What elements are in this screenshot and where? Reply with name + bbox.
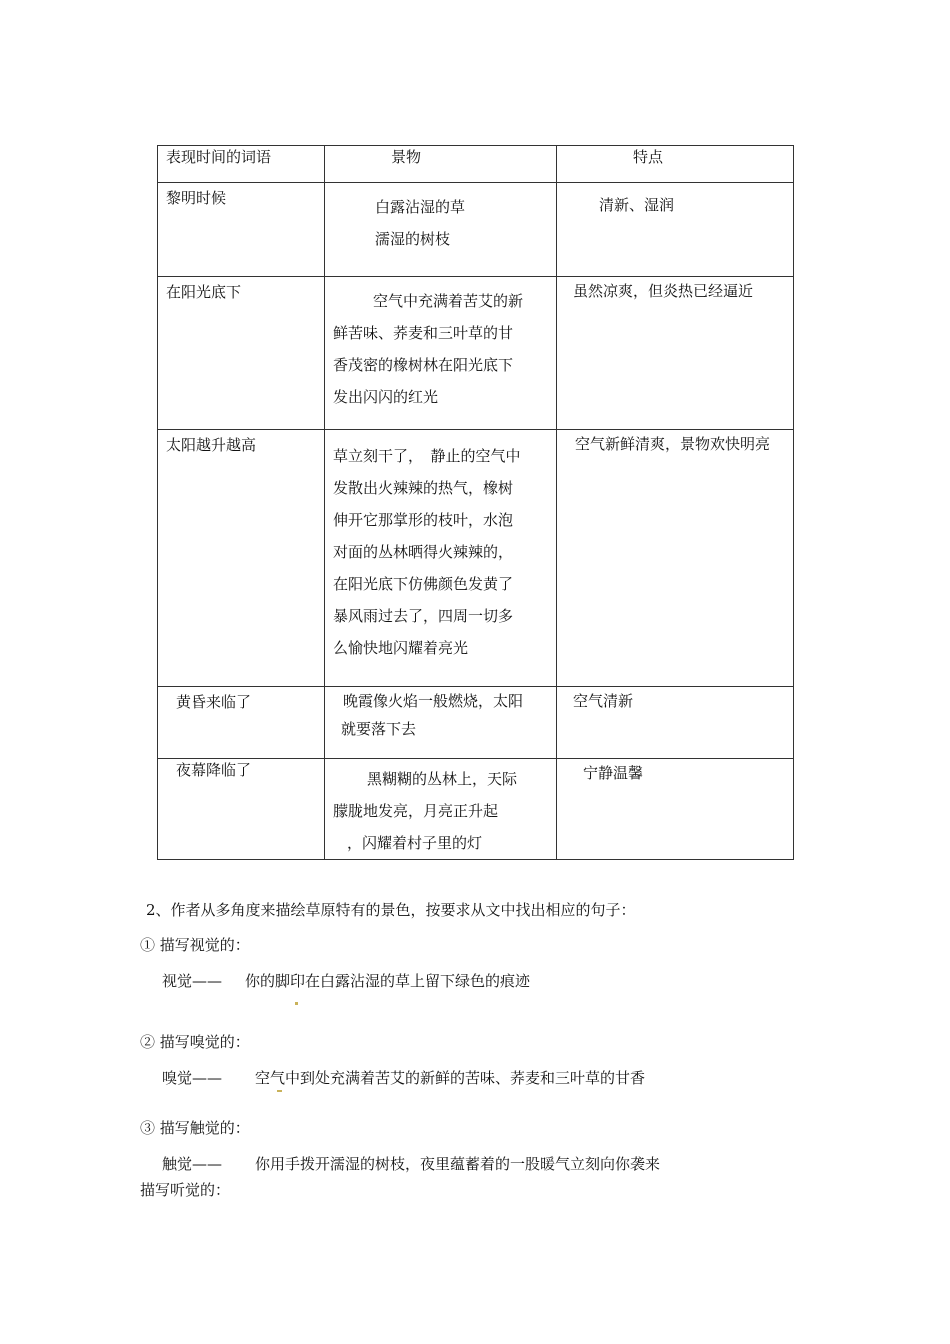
- answer-label: 触觉——: [162, 1155, 223, 1173]
- time-cell: 黄昏来临了: [158, 687, 325, 759]
- answer-text: 空气中到处充满着苦艾的新鲜的苦味、荞麦和三叶草的甘香: [255, 1069, 646, 1087]
- feature-cell: 空气清新: [557, 687, 794, 759]
- question-trailing: 描写听觉的：: [140, 1181, 231, 1199]
- scene-line: 白露沾湿的草: [375, 198, 466, 216]
- feature-cell: 宁静温馨: [557, 759, 794, 860]
- scene-cell: [325, 277, 557, 430]
- scene-line: 晚霞像火焰一般燃烧，太阳: [343, 692, 524, 710]
- table-row: [158, 183, 794, 277]
- question-item-heading: ② 描写嗅觉的：: [140, 1033, 250, 1051]
- answer-label: 视觉——: [162, 972, 223, 990]
- table-row: [158, 277, 794, 430]
- time-cell: 在阳光底下: [158, 277, 325, 430]
- scene-line: 在阳光底下仿佛颜色发黄了: [333, 575, 514, 593]
- time-cell: 黎明时候: [158, 183, 325, 277]
- table-header-row: [158, 146, 794, 183]
- scene-cell: [325, 759, 557, 860]
- scene-table: [157, 145, 794, 860]
- time-cell: 夜幕降临了: [158, 759, 325, 860]
- scene-line: 草立刻干了， 静止的空气中: [333, 447, 521, 465]
- answer-label: 嗅觉——: [162, 1069, 223, 1087]
- scene-line: 么愉快地闪耀着亮光: [333, 639, 469, 657]
- scene-cell: [325, 687, 557, 759]
- header-time-words: 表现时间的词语: [158, 146, 325, 183]
- feature-cell: 虽然凉爽，但炎热已经逼近: [557, 277, 794, 430]
- stray-mark: [277, 1090, 282, 1092]
- question-title: 2、作者从多角度来描绘草原特有的景色，按要求从文中找出相应的句子：: [146, 901, 636, 919]
- scene-line: 对面的丛林晒得火辣辣的，: [333, 543, 514, 561]
- scene-line: ，闪耀着村子里的灯: [347, 834, 483, 852]
- table-row: [158, 430, 794, 687]
- question-item-heading: ① 描写视觉的：: [140, 936, 250, 954]
- scene-line: 伸开它那掌形的枝叶，水泡: [333, 511, 514, 529]
- scene-line: 濡湿的树枝: [375, 230, 451, 248]
- feature-cell: 清新、湿润: [557, 183, 794, 277]
- scene-line: 暴风雨过去了，四周一切多: [333, 607, 514, 625]
- answer-text: 你用手拨开濡湿的树枝，夜里蕴蓄着的一股暖气立刻向你袭来: [255, 1155, 661, 1173]
- scene-cell: [325, 183, 557, 277]
- feature-cell: 空气新鲜清爽，景物欢快明亮: [557, 430, 794, 687]
- scene-cell: [325, 430, 557, 687]
- answer-text: 你的脚印在白露沾湿的草上留下绿色的痕迹: [245, 972, 531, 990]
- time-cell: 太阳越升越高: [158, 430, 325, 687]
- table-row: [158, 759, 794, 860]
- stray-mark: [295, 1002, 298, 1005]
- scene-line: 发散出火辣辣的热气，橡树: [333, 479, 514, 497]
- scene-line: 香茂密的橡树林在阳光底下: [333, 356, 514, 374]
- scene-line: 鲜苦味、荞麦和三叶草的甘: [333, 324, 514, 342]
- header-features: 特点: [557, 146, 794, 183]
- scene-line: 空气中充满着苦艾的新: [373, 292, 524, 310]
- header-scenery: 景物: [325, 146, 557, 183]
- scene-line: 发出闪闪的红光: [333, 388, 439, 406]
- table-row: [158, 687, 794, 759]
- scene-line: 朦胧地发亮，月亮正升起: [333, 802, 499, 820]
- scene-line: 就要落下去: [341, 720, 417, 738]
- scene-line: 黑糊糊的丛林上，天际: [367, 770, 518, 788]
- question-item-heading: ③ 描写触觉的：: [140, 1119, 250, 1137]
